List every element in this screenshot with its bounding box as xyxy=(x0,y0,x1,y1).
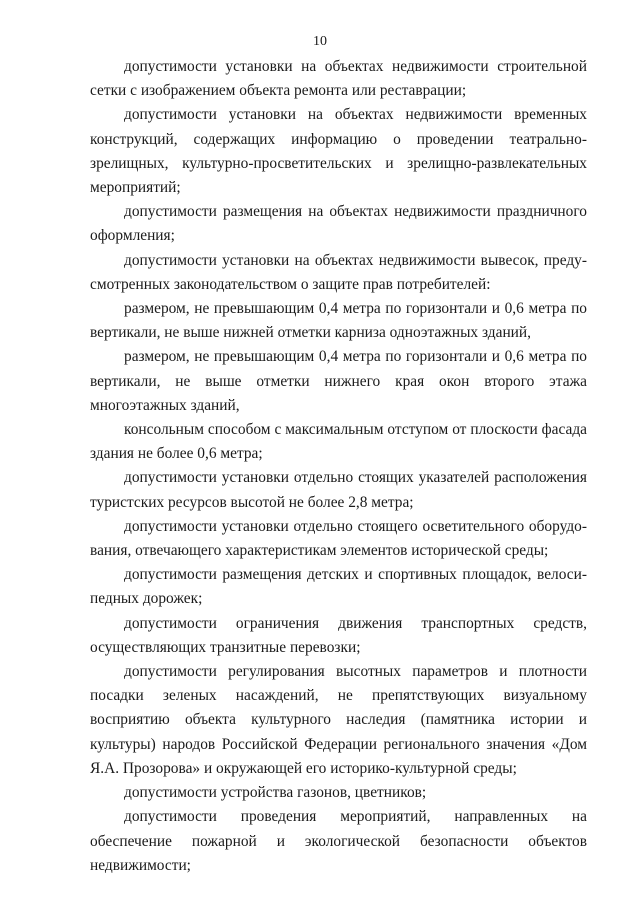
paragraph-fire-safety: допустимости проведения мероприятий, направленных на обеспечение пожарной и экологической безопасности объектов недвижимости; xyxy=(90,808,587,874)
paragraph-playgrounds: допустимости размещения детских и спортивных площадок, велосипедных дорожек; xyxy=(90,566,587,608)
paragraph-console-method: консольным способом с максимальным отступом от плоскости фасада здания не более 0,6 метра; xyxy=(90,421,587,463)
paragraph-signboard-size-single-storey: размером, не превышающим 0,4 метра по горизонтали и 0,6 метра по вертикали, не выше нижней отметки карниза одноэтажных зданий, xyxy=(90,300,587,342)
paragraph-tourist-signs: допустимости установки отдельно стоящих указателей расположения туристских ресурсов высотой не более 2,8 метра; xyxy=(90,469,587,511)
paragraph-lawns: допустимости устройства газонов, цветников; xyxy=(124,784,427,802)
paragraph-festive-decoration: допустимости размещения на объектах недвижимости праздничного оформления; xyxy=(90,203,587,245)
paragraph-temporary-structures: допустимости установки на объектах недвижимости временных конструкций, содержащих информацию о проведении театрально-зрелищных, культурно-просветительских и зрелищно-развлекательных мероприятий; xyxy=(90,106,587,197)
paragraph-lighting-equipment: допустимости установки отдельно стоящего осветительного оборудования, отвечающего характеристикам элементов исторической среды; xyxy=(90,517,587,560)
document-body xyxy=(90,55,587,878)
paragraph-construction-net: допустимости установки на объектах недвижимости строительной сетки с изображением объекта ремонта или реставрации; xyxy=(90,58,587,100)
paragraph-transit-traffic: допустимости ограничения движения транспортных средств, осуществляющих транзитные перевозки; xyxy=(90,614,587,656)
paragraph-signboard-size-multi-storey: размером, не превышающим 0,4 метра по горизонтали и 0,6 метра по вертикали, не выше отметки нижнего края окон второго этажа многоэтажных зданий, xyxy=(90,348,587,414)
page-number: 10 xyxy=(313,34,327,49)
paragraph-signboards: допустимости установки на объектах недвижимости вывесок, предусмотренных законодательством о защите прав потребителей: xyxy=(90,251,587,293)
paragraph-green-planting: допустимости регулирования высотных параметров и плотности посадки зеленых насаждений, не препятствующих визуальному восприятию объекта культурного наследия (памятника истории и культуры) народов Российской Федерации регионального значения «Дом Я.А. Прозорова» и окружающей его историко-культурной среды; xyxy=(90,663,587,777)
